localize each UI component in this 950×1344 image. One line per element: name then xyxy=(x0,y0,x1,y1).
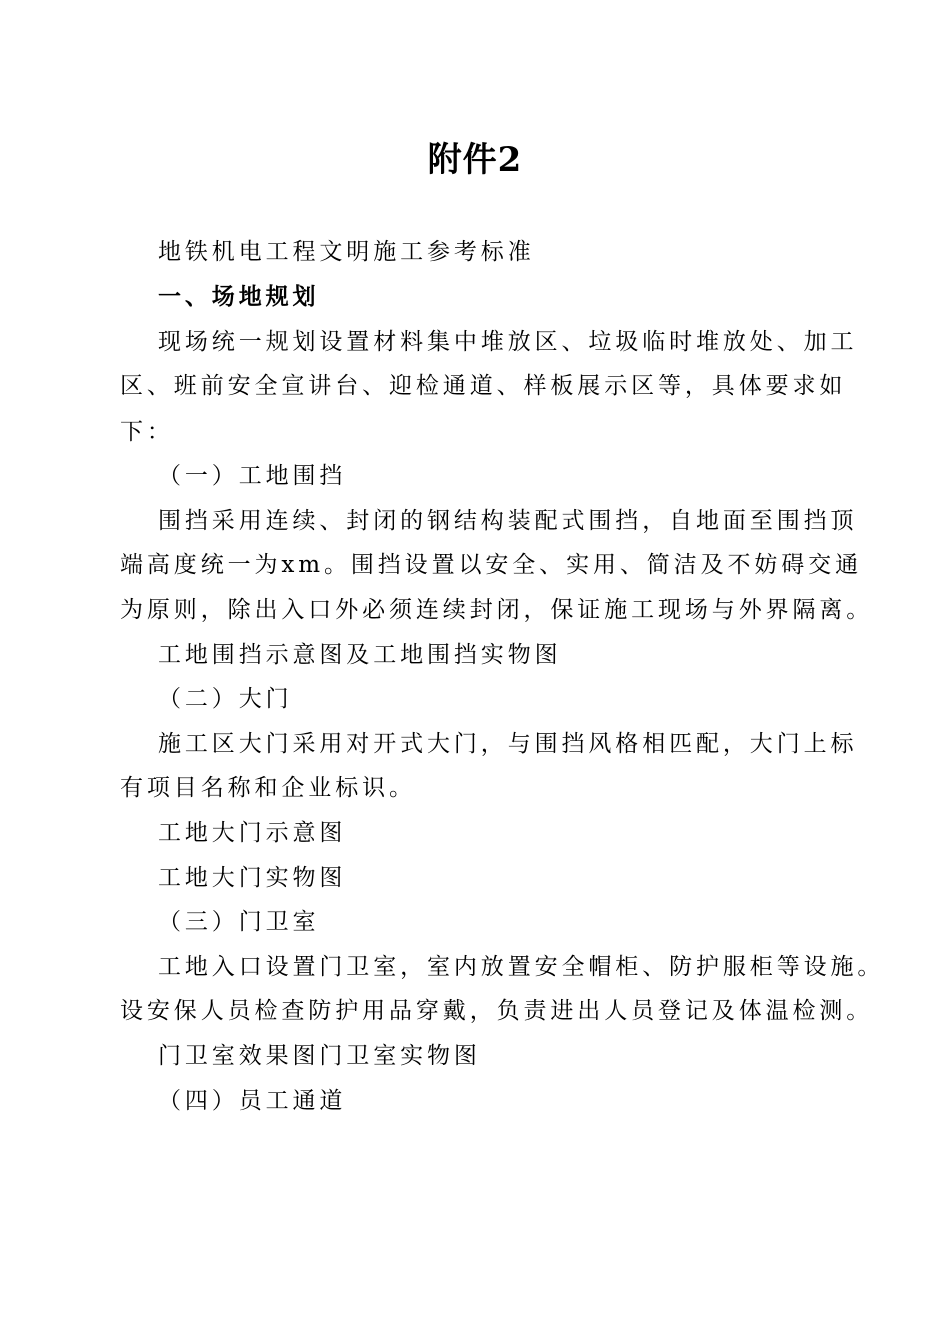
attachment-title: 附件2 xyxy=(427,140,523,180)
paragraph-line: 端高度统一为xm。围挡设置以安全、实用、简洁及不妨碍交通 xyxy=(120,552,862,578)
section-heading-site-planning: 一、场地规划 xyxy=(158,283,320,310)
paragraph-line: 为原则，除出入口外必须连续封闭，保证施工现场与外界隔离。 xyxy=(120,597,874,623)
figure-caption: 工地大门实物图 xyxy=(158,865,347,891)
subsection-heading-hoarding: （一）工地围挡 xyxy=(158,463,347,489)
subsection-heading-guard-room: （三）门卫室 xyxy=(158,909,320,935)
paragraph-line: 设安保人员检查防护用品穿戴，负责进出人员登记及体温检测。 xyxy=(120,998,874,1024)
paragraph-line: 下： xyxy=(120,419,174,445)
document-title: 地铁机电工程文明施工参考标准 xyxy=(158,239,535,265)
paragraph-line: 施工区大门采用对开式大门，与围挡风格相匹配，大门上标 xyxy=(158,731,858,757)
figure-caption: 工地大门示意图 xyxy=(158,820,347,846)
figure-caption: 门卫室效果图门卫室实物图 xyxy=(158,1043,481,1069)
figure-caption: 工地围挡示意图及工地围挡实物图 xyxy=(158,642,562,668)
paragraph-line: 工地入口设置门卫室，室内放置安全帽柜、防护服柜等设施。 xyxy=(158,954,885,980)
subsection-heading-staff-passage: （四）员工通道 xyxy=(158,1088,347,1114)
paragraph-line: 区、班前安全宣讲台、迎检通道、样板展示区等，具体要求如 xyxy=(120,373,847,399)
subsection-heading-gate: （二）大门 xyxy=(158,686,293,712)
paragraph-line: 围挡采用连续、封闭的钢结构装配式围挡，自地面至围挡顶 xyxy=(158,508,858,534)
paragraph-line: 现场统一规划设置材料集中堆放区、垃圾临时堆放处、加工 xyxy=(158,329,858,355)
paragraph-line: 有项目名称和企业标识。 xyxy=(120,775,416,801)
